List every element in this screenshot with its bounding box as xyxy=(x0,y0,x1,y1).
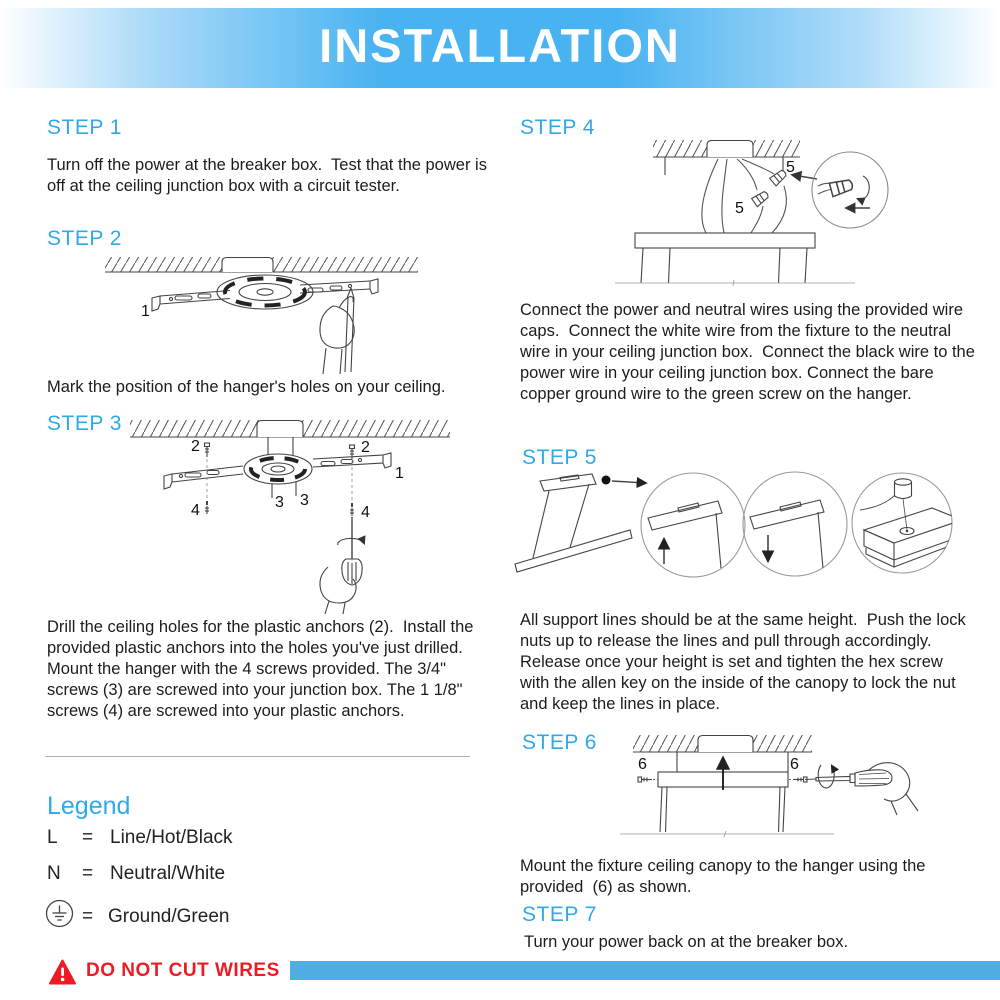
equals-sign: = xyxy=(82,827,94,848)
step5-figure-adjust-height xyxy=(512,468,984,606)
legend-label-line: Line/Hot/Black xyxy=(110,827,233,848)
figure-label-canopy-screw-right: 6 xyxy=(790,756,799,773)
section-divider xyxy=(45,756,470,757)
figure-label-canopy-screw-left: 6 xyxy=(638,756,647,773)
step4-text: Connect the power and neutral wires using the provided wire caps. Connect the white wire from the fixture to the neutral wire in your ceiling junction box. Connect the black wire to the power wire in your ceiling junction box. Connect the bare copper ground wire to the green screw on the hanger. xyxy=(520,301,980,403)
figure-label-anchor-screw-left: 2 xyxy=(191,438,200,455)
figure-label-plastic-screw-right: 4 xyxy=(361,504,370,521)
hand-with-pencil xyxy=(320,288,354,374)
figure-label-junction-screw-right: 3 xyxy=(300,492,309,509)
canopy-screw-left xyxy=(638,777,652,782)
detail-lock-nut-hex-screw xyxy=(860,479,962,567)
fixture-canopy xyxy=(635,233,815,283)
step2-heading: STEP 2 xyxy=(47,227,122,250)
wire-cap-inset-detail xyxy=(812,152,888,228)
screwdriver-with-hand xyxy=(320,517,364,614)
step4-heading: STEP 4 xyxy=(520,116,595,139)
step5-heading: STEP 5 xyxy=(522,446,597,469)
plastic-screw-right xyxy=(350,503,354,516)
step2-text: Mark the position of the hanger's holes on your ceiling. xyxy=(47,378,446,396)
legend-label-neutral: Neutral/White xyxy=(110,863,226,884)
detail-push-lock-nut-up xyxy=(648,501,722,568)
warning-triangle-icon xyxy=(48,958,77,992)
figure-label-junction-screw-left: 3 xyxy=(275,494,284,511)
junction-box-hump xyxy=(257,421,303,438)
legend-row-neutral xyxy=(47,863,225,885)
junction-box-hump xyxy=(698,736,753,753)
wire-cap-lower xyxy=(752,190,770,207)
step6-figure-mount-canopy xyxy=(590,728,990,860)
step7-text: Turn your power back on at the breaker box. xyxy=(524,933,849,951)
hanger-bracket xyxy=(152,275,378,311)
page-title: INSTALLATION xyxy=(319,19,681,72)
step3-heading: STEP 3 xyxy=(47,412,122,435)
junction-box-hump xyxy=(707,141,753,158)
step3-text: Drill the ceiling holes for the plastic anchors (2). Install the provided plastic anchors into the holes you've just drilled. Mount the hanger with the 4 screws provided. The 3/4" screws (3) are screwed into your junction box. The 1 1/8" screws (4) are screwed into your plastic anchors. xyxy=(47,618,479,720)
callout-dot xyxy=(602,476,611,485)
step2-figure-mark-ceiling xyxy=(45,248,475,376)
figure-label-plastic-screw-left: 4 xyxy=(191,502,200,519)
step6-text: Mount the fixture ceiling canopy to the hanger using the provided (6) as shown. xyxy=(520,857,931,896)
fixture-wires xyxy=(702,159,786,233)
hanger-bracket xyxy=(164,453,391,489)
legend-symbol-line: L xyxy=(47,827,58,848)
figure-label-wire-cap-upper: 5 xyxy=(786,159,795,176)
figure-label-hanger: 1 xyxy=(141,303,150,320)
legend-title: Legend xyxy=(47,792,131,820)
step7-heading: STEP 7 xyxy=(522,903,597,926)
figure-label-wire-cap-lower: 5 xyxy=(735,200,744,217)
figure-label-anchor-screw-right: 2 xyxy=(361,439,370,456)
step1-heading: STEP 1 xyxy=(47,116,122,139)
step3-figure-mount-hanger xyxy=(45,415,475,615)
step4-figure-wiring xyxy=(520,126,985,296)
warning-bar xyxy=(290,961,1000,980)
step6-heading: STEP 6 xyxy=(522,731,597,754)
equals-sign: = xyxy=(82,905,94,927)
step1-text: Turn off the power at the breaker box. Test that the power is off at the ceiling junction box with a circuit tester. xyxy=(47,156,492,195)
junction-box-hump xyxy=(222,258,273,273)
detail-pull-line-down xyxy=(750,500,824,568)
canopy-screw-right xyxy=(793,777,807,782)
legend-row-line xyxy=(47,827,233,849)
equals-sign: = xyxy=(82,863,94,884)
step5-text: All support lines should be at the same height. Push the lock nuts up to release the lines and pull through accordingly. Release once your height is set and tighten the hex screw with the allen key on the inside of the canopy to lock the nut and keep the lines in place. xyxy=(520,611,971,713)
anchor-screw-left xyxy=(205,443,210,457)
legend-label-ground: Ground/Green xyxy=(108,905,230,927)
legend-row-ground xyxy=(45,899,229,934)
ground-icon xyxy=(45,899,82,934)
figure-label-hanger: 1 xyxy=(395,465,404,482)
warning-text: DO NOT CUT WIRES xyxy=(86,960,280,981)
plastic-screw-left xyxy=(205,501,209,514)
pendant-fixture xyxy=(515,474,632,572)
legend-symbol-neutral: N xyxy=(47,863,61,884)
screwdriver-with-hand xyxy=(805,763,918,815)
